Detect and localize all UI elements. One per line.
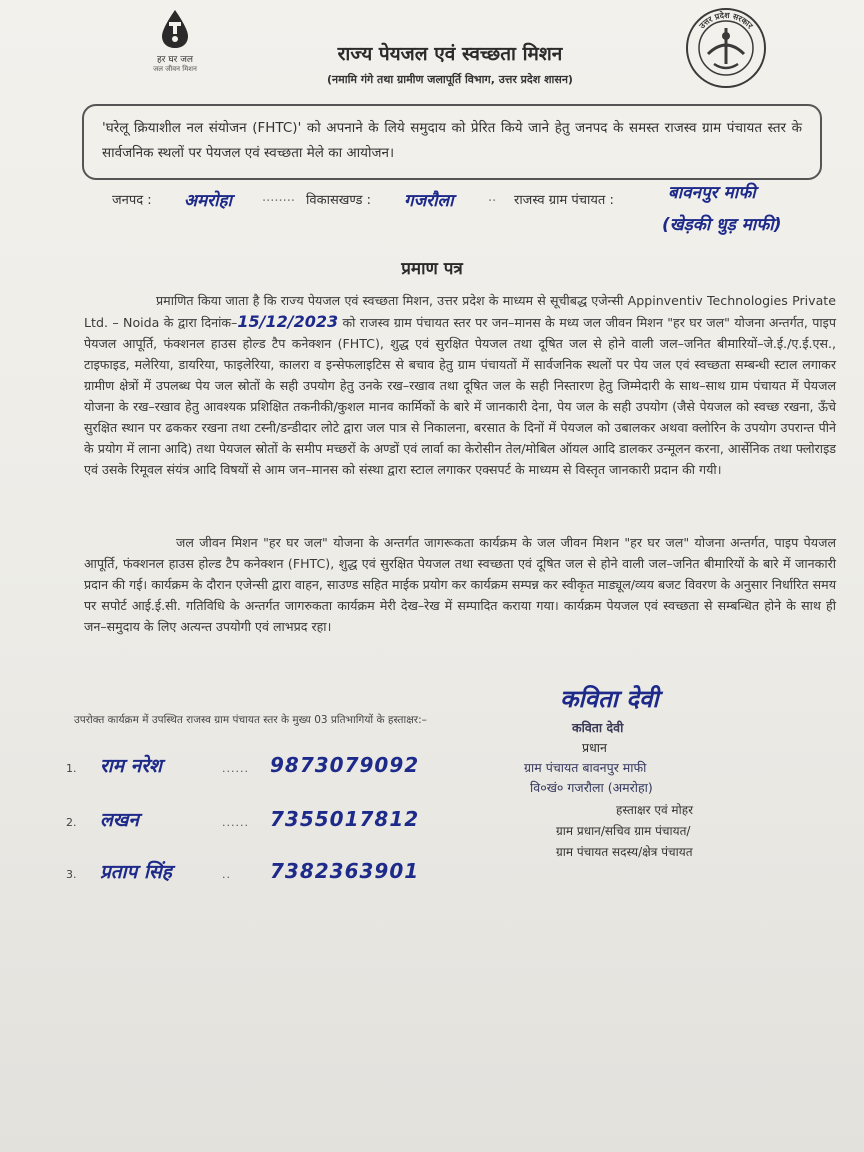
district-value: अमरोहा: [184, 191, 232, 211]
pradhan-village: ग्राम पंचायत बावनपुर माफी: [524, 760, 647, 775]
village-label: राजस्व ग्राम पंचायत :: [514, 193, 614, 208]
pradhan-name: कविता देवी: [572, 720, 624, 735]
participant-dots: ......: [222, 762, 249, 775]
certificate-title: प्रमाण पत्र: [401, 259, 463, 279]
participant-dots: ......: [222, 816, 249, 829]
event-banner: 'घरेलू क्रियाशील नल संयोजन (FHTC)' को अपनाने के लिये समुदाय को प्रेरित किये जाने हेतु जनपद के समस्त राजस्व ग्राम पंचायत स्तर के सार्वजनिक स्थलों पर पेयजल एवं स्वच्छता मेले का आयोजन।: [82, 104, 822, 180]
participant-dots: ..: [222, 868, 231, 881]
signatory-line-1: हस्ताक्षर एवं मोहर: [616, 803, 694, 817]
participant-row: [66, 806, 419, 832]
pradhan-role: प्रधान: [582, 740, 607, 755]
village-value-alt: (खेड़की धुड़ माफी): [662, 215, 782, 235]
signatory-line-2: ग्राम प्रधान/सचिव ग्राम पंचायत/: [556, 824, 691, 838]
para1-body: को राजस्व ग्राम पंचायत स्तर पर जन–मानस के मध्य जल जीवन मिशन "हर घर जल" योजना अन्तर्गत, पाइप पेयजल आपूर्ति, फंक्शनल हाउस होल्ड टैप कनेक्शन (FHTC), शुद्ध एवं सुरक्षित पेयजल तथा दूषित जल से होने वाली जल–जनित बीमारियों–जे.ई./ए.ई.एस., टाइफाइड, मलेरिया, डायरिया, फाइलेरिया, कालरा व इन्सेफलाइटिस से बचाव हेतु ग्राम पंचायतों में सार्वजनिक स्थलों पर पेय जल एवं स्वच्छता सम्बन्धी स्टाल लगाकर ग्रामीण क्षेत्रों में उपलब्ध पेय जल स्रोतों के सही उपयोग हेतु उनके रख–रखाव तथा दूषित जल के सही निस्तारण हेतु जिम्मेदारी के साथ–साथ ग्राम पंचायत में पेयजल योजना के रख–रखाव हेतु आवश्यक प्रशिक्षित तकनीकी/कुशल मानव कार्मिकों के बारे में जानकारी देना, पेय जल के सही उपयोग (जैसे पेयजल को स्वच्छ रखना, ऊँचे सुरक्षित स्थान पर ढककर रखना तथा टस्नी/डन्डीदार लोटे द्वारा जल पात्र से निकालना, बरसात के दिनों में पेयजल को उबालकर अथवा क्लोरिन के उपयोग उपरान्त पीने के प्रयोग में लाना आदि) तथा पेयजल स्रोतों के समीप मच्छरों के अण्डों एवं लार्वा का केरोसीन तेल/मोबिल ऑयल आदि डालकर उन्मूलन करना, आर्सेनिक तथा फ्लोराइड एवं उसके रिमूवल संयंत्र आदि विषयों से आम जन–मानस को संस्था द्वारा स्टाल लगाकर एक्सपर्ट के माध्यम से विस्तृत जानकारी प्रदान की गयी।: [84, 315, 837, 477]
participant-row: [66, 752, 419, 778]
signatory-note: [556, 800, 796, 863]
participant-phone: 9873079092: [270, 753, 420, 777]
participant-phone: 7382363901: [270, 859, 420, 883]
logo-tagline: हर घर जल: [157, 55, 193, 65]
water-drop-icon: [158, 8, 192, 50]
pradhan-stamp: [524, 718, 734, 798]
village-value: बावनपुर माफी: [668, 183, 756, 203]
up-government-seal: [684, 6, 768, 90]
district-label: जनपद :: [112, 193, 152, 208]
participant-signature: राम नरेश: [100, 755, 162, 777]
participant-number: 1.: [66, 762, 77, 775]
certificate-paragraph-1: [84, 290, 836, 480]
participant-signature: प्रताप सिंह: [100, 861, 172, 883]
event-date: 15/12/2023: [237, 312, 339, 331]
certificate-paragraph-2: जल जीवन मिशन "हर घर जल" योजना के अन्तर्गत जागरूकता कार्यक्रम के जल जीवन मिशन "हर घर जल" योजना अन्तर्गत, पाइप पेयजल आपूर्ति, फंक्शनल हाउस होल्ड टैप कनेक्शन (FHTC), शुद्ध एवं सुरक्षित पेयजल तथा स्वच्छता एवं दूषित जल से होने वाली जल–जनित बीमारियों के बारे में जानकारी प्रदान की गई। कार्यक्रम के दौरान एजेन्सी द्वारा वाहन, साउण्ड सहित माईक प्रयोग कर कार्यक्रम सम्पन्न कर स्वीकृत माड्यूल/व्यय बजट विवरण के अनुसार निर्धारित समय पर सपोर्ट आई.ई.सी. गतिविधि के अन्तर्गत जागरुकता कार्यक्रम मेरी देख–रेख में सम्पादित कराया गया। कार्यक्रम पेयजल एवं स्वच्छता से सम्बन्धित होने के साथ ही जन–समुदाय के लिए अत्यन्त उपयोगी एवं लाभप्रद रहा।: [84, 535, 836, 634]
participant-signature: लखन: [100, 809, 139, 831]
pradhan-signature: कविता देवी: [560, 685, 659, 713]
para1-intro: प्रमाणित किया जाता है कि राज्य पेयजल एवं स्वच्छता मिशन, उत्तर प्रदेश के माध्यम से सूचीबद्ध एजेन्सी Appinventiv Technologies Private Ltd. – Noida के द्वारा दिनांक–: [84, 293, 836, 330]
participant-number: 3.: [66, 868, 77, 881]
pradhan-block: वि०खं० गजरौला (अमरोहा): [530, 780, 653, 795]
block-label: विकासखण्ड :: [306, 193, 372, 208]
participant-phone: 7355017812: [270, 807, 420, 831]
block-dots: ..: [488, 190, 497, 205]
signatory-line-3: ग्राम पंचायत सदस्य/क्षेत्र पंचायत: [556, 845, 693, 859]
participants-note: उपरोक्त कार्यक्रम में उपस्थित राजस्व ग्राम पंचायत स्तर के मुख्य 03 प्रतिभागियों के हस्ताक्षर:–: [74, 714, 427, 726]
mission-subtitle: (नमामि गंगे तथा ग्रामीण जलापूर्ति विभाग, उत्तर प्रदेश शासन): [327, 73, 573, 86]
seal-text: उत्तर प्रदेश सरकार: [697, 10, 755, 31]
participant-row: [66, 858, 419, 884]
participant-number: 2.: [66, 816, 77, 829]
logo-subtagline: जल जीवन मिशन: [153, 65, 197, 73]
block-value: गजरौला: [404, 191, 454, 211]
district-dots: ........: [262, 190, 296, 205]
jal-jeevan-logo: [140, 6, 210, 76]
mission-title: राज्य पेयजल एवं स्वच्छता मिशन: [337, 43, 563, 65]
